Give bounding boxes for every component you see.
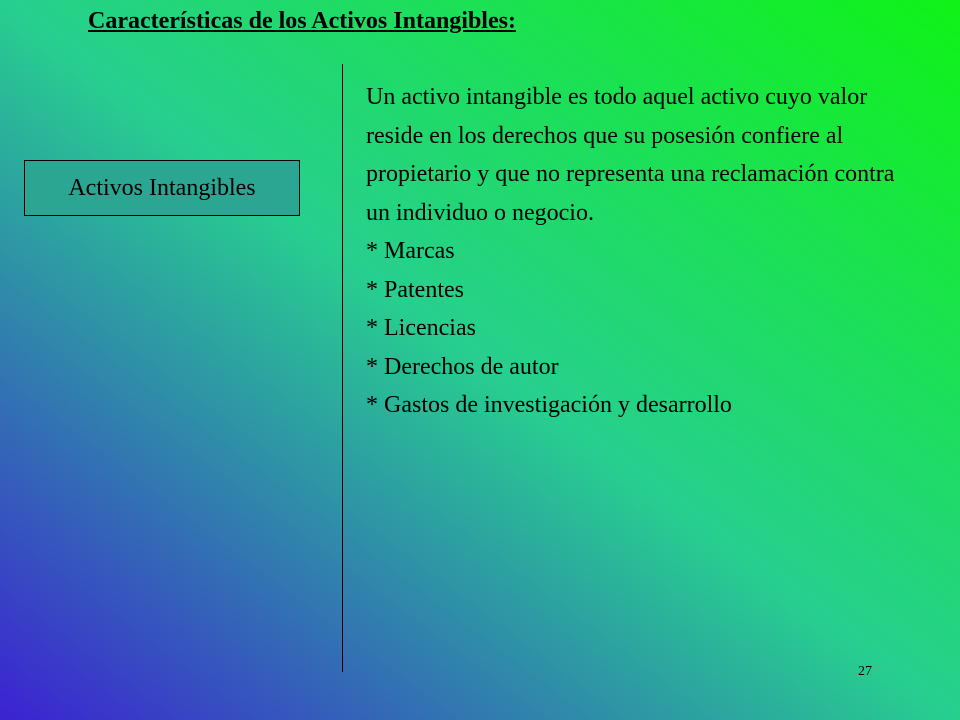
concept-label-box [24, 160, 300, 216]
concept-label: Activos Intangibles [68, 174, 256, 201]
list-item: * Patentes [366, 276, 464, 303]
slide-title: Características de los Activos Intangibles: [88, 8, 516, 34]
definition-text: Un activo intangible es todo aquel activo cuyo valor reside en los derechos que su posesión confiere al propietario y que no representa una reclamación contra un individuo o negocio. [366, 84, 895, 226]
list-item: * Licencias [366, 315, 476, 341]
examples-list [366, 232, 906, 425]
list-item: * Gastos de investigación y desarrollo [366, 392, 732, 418]
list-item: * Marcas [366, 238, 455, 264]
list-item: * Derechos de autor [366, 353, 559, 380]
content-panel [366, 78, 906, 425]
page-number: 27 [858, 664, 872, 679]
vertical-divider [342, 64, 343, 672]
